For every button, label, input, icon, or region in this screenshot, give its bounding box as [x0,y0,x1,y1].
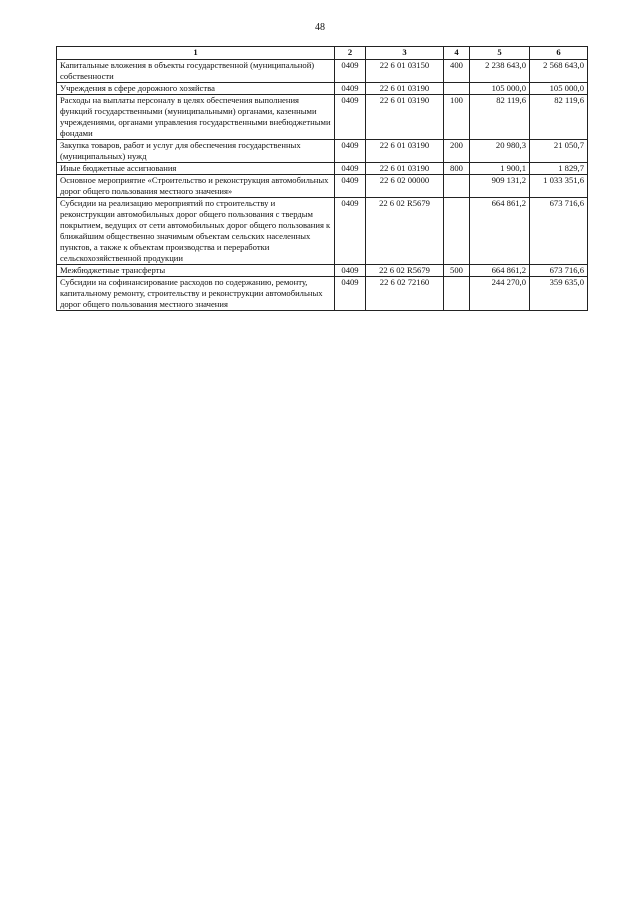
row-amount-2: 673 716,6 [530,198,588,265]
row-target-code: 22 6 01 03190 [366,140,444,163]
row-amount-1: 105 000,0 [470,83,530,95]
table-row [57,60,588,83]
row-amount-2: 1 033 351,6 [530,175,588,198]
column-header-section: 2 [335,47,366,60]
column-header-amount-2: 6 [530,47,588,60]
row-amount-1: 20 980,3 [470,140,530,163]
row-target-code: 22 6 02 00000 [366,175,444,198]
budget-table [56,46,588,311]
row-target-code: 22 6 01 03190 [366,163,444,175]
row-section: 0409 [335,60,366,83]
row-amount-1: 909 131,2 [470,175,530,198]
table-row [57,277,588,311]
column-header-name: 1 [57,47,335,60]
table-row [57,198,588,265]
row-expense-type [444,198,470,265]
row-amount-1: 82 119,6 [470,95,530,140]
row-expense-type: 500 [444,265,470,277]
row-name: Закупка товаров, работ и услуг для обеспечения государственных (муниципальных) нужд [57,140,335,163]
page-number: 48 [315,22,325,33]
row-name: Капитальные вложения в объекты государственной (муниципальной) собственности [57,60,335,83]
row-target-code: 22 6 02 R5679 [366,265,444,277]
row-amount-1: 1 900,1 [470,163,530,175]
row-amount-2: 1 829,7 [530,163,588,175]
row-expense-type: 100 [444,95,470,140]
table-row [57,95,588,140]
row-amount-2: 82 119,6 [530,95,588,140]
row-expense-type: 800 [444,163,470,175]
row-expense-type [444,175,470,198]
table-row [57,175,588,198]
row-amount-1: 664 861,2 [470,198,530,265]
column-header-amount-1: 5 [470,47,530,60]
row-amount-2: 359 635,0 [530,277,588,311]
row-amount-2: 105 000,0 [530,83,588,95]
row-name: Учреждения в сфере дорожного хозяйства [57,83,335,95]
row-section: 0409 [335,175,366,198]
row-expense-type [444,277,470,311]
row-amount-2: 673 716,6 [530,265,588,277]
row-section: 0409 [335,140,366,163]
row-target-code: 22 6 01 03190 [366,95,444,140]
row-expense-type [444,83,470,95]
table-header-row [57,47,588,60]
row-section: 0409 [335,163,366,175]
row-target-code: 22 6 01 03190 [366,83,444,95]
row-name: Межбюджетные трансферты [57,265,335,277]
row-name: Иные бюджетные ассигнования [57,163,335,175]
row-amount-1: 2 238 643,0 [470,60,530,83]
row-target-code: 22 6 01 03150 [366,60,444,83]
row-name: Субсидии на реализацию мероприятий по строительству и реконструкции автомобильных дорог общего пользования с твердым покрытием, ведущих от сети автомобильных дорог общего пользования к ближайшим общественно значимым объектам сельских населенных пунктов, а также к объектам производства и переработки сельскохозяйственной продукции [57,198,335,265]
row-section: 0409 [335,265,366,277]
row-amount-1: 244 270,0 [470,277,530,311]
row-name: Субсидии на софинансирование расходов по содержанию, ремонту, капитальному ремонту, строительству и реконструкции автомобильных дорог общего пользования местного значения [57,277,335,311]
row-expense-type: 400 [444,60,470,83]
row-expense-type: 200 [444,140,470,163]
column-header-target: 3 [366,47,444,60]
row-section: 0409 [335,277,366,311]
row-section: 0409 [335,83,366,95]
row-amount-2: 21 050,7 [530,140,588,163]
row-section: 0409 [335,95,366,140]
column-header-expense-type: 4 [444,47,470,60]
row-section: 0409 [335,198,366,265]
row-target-code: 22 6 02 R5679 [366,198,444,265]
row-amount-2: 2 568 643,0 [530,60,588,83]
row-target-code: 22 6 02 72160 [366,277,444,311]
table-row [57,83,588,95]
row-name: Расходы на выплаты персоналу в целях обеспечения выполнения функций государственными (муниципальными) органами, казенными учреждениями, органами управления государственными внебюджетными фондами [57,95,335,140]
row-name: Основное мероприятие «Строительство и реконструкция автомобильных дорог общего пользования местного значения» [57,175,335,198]
table-row [57,265,588,277]
row-amount-1: 664 861,2 [470,265,530,277]
table-row [57,163,588,175]
table-row [57,140,588,163]
